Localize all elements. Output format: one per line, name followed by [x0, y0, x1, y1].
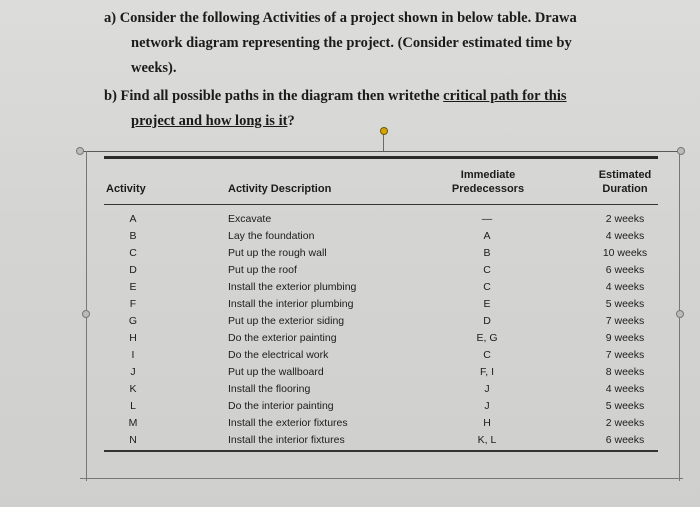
- cell-duration: 2 weeks: [605, 213, 645, 225]
- cell-activity: L: [130, 400, 136, 412]
- cell-description: Install the flooring: [228, 383, 311, 395]
- cell-activity: M: [128, 417, 138, 429]
- cell-duration: 7 weeks: [605, 315, 645, 327]
- cell-description: Excavate: [228, 213, 272, 225]
- cell-activity: A: [129, 213, 137, 225]
- table-row: [0, 398, 700, 414]
- header-duration-line-1: Estimated: [598, 169, 652, 181]
- cell-activity: C: [129, 247, 137, 259]
- header-duration-line-2: Duration: [602, 183, 648, 195]
- cell-description: Install the exterior plumbing: [228, 281, 357, 293]
- header-activity: Activity: [106, 183, 146, 195]
- question-a-line-3: weeks).: [131, 60, 177, 76]
- header-duration: [582, 168, 668, 196]
- cell-activity: D: [129, 264, 137, 276]
- question-a-line-1: a) Consider the following Activities of a project shown in below table. Drawa: [104, 10, 577, 26]
- table-row: [0, 432, 700, 448]
- cell-predecessors: E, G: [476, 332, 498, 344]
- header-predecessors-line-1: Immediate: [460, 169, 516, 181]
- table-row: [0, 211, 700, 227]
- cell-duration: 9 weeks: [605, 332, 645, 344]
- cell-duration: 8 weeks: [605, 366, 645, 378]
- cell-description: Put up the exterior siding: [228, 315, 345, 327]
- question-b-critical-path: critical path for this: [443, 88, 567, 104]
- cell-predecessors: C: [483, 264, 491, 276]
- header-rule: [104, 204, 658, 205]
- cell-description: Do the exterior painting: [228, 332, 337, 344]
- cell-predecessors: H: [483, 417, 491, 429]
- header-predecessors-line-2: Predecessors: [451, 183, 525, 195]
- frame-handle-top: [380, 127, 388, 135]
- table-row: [0, 415, 700, 431]
- cell-duration: 2 weeks: [605, 417, 645, 429]
- table-top-rule: [104, 156, 658, 159]
- table-frame-top: [80, 151, 683, 152]
- cell-predecessors: B: [483, 247, 491, 259]
- cell-activity: H: [129, 332, 137, 344]
- cell-predecessors: J: [484, 400, 490, 412]
- cell-duration: 6 weeks: [605, 434, 645, 446]
- frame-corner-tr: [677, 147, 685, 155]
- header-predecessors: [440, 168, 536, 196]
- cell-predecessors: J: [484, 383, 490, 395]
- cell-description: Do the electrical work: [228, 349, 329, 361]
- table-frame-bottom: [80, 478, 683, 479]
- table-row: [0, 296, 700, 312]
- cell-activity: K: [129, 383, 137, 395]
- question-b-suffix: ?: [287, 113, 295, 129]
- cell-description: Put up the roof: [228, 264, 297, 276]
- cell-description: Put up the wallboard: [228, 366, 324, 378]
- cell-duration: 4 weeks: [605, 230, 645, 242]
- cell-activity: G: [128, 315, 138, 327]
- cell-activity: N: [129, 434, 137, 446]
- cell-description: Install the interior plumbing: [228, 298, 354, 310]
- table-row: [0, 262, 700, 278]
- question-b-prefix: b) Find all possible paths in the diagram then writethe: [104, 88, 444, 104]
- cell-predecessors: E: [483, 298, 491, 310]
- cell-activity: J: [130, 366, 136, 378]
- cell-activity: I: [131, 349, 135, 361]
- cell-description: Lay the foundation: [228, 230, 315, 242]
- cell-duration: 4 weeks: [605, 281, 645, 293]
- table-row: [0, 228, 700, 244]
- table-row: [0, 313, 700, 329]
- cell-predecessors: K, L: [477, 434, 497, 446]
- cell-duration: 10 weeks: [602, 247, 648, 259]
- table-row: [0, 381, 700, 397]
- table-row: [0, 330, 700, 346]
- table-row: [0, 279, 700, 295]
- cell-description: Do the interior painting: [228, 400, 334, 412]
- cell-description: Install the interior fixtures: [228, 434, 345, 446]
- cell-description: Install the exterior fixtures: [228, 417, 348, 429]
- question-b-line-1: [104, 86, 567, 107]
- question-b-how-long: project and how long is it: [131, 113, 288, 129]
- table-row: [0, 245, 700, 261]
- table-end-rule: [104, 450, 658, 452]
- cell-activity: E: [129, 281, 137, 293]
- header-description: Activity Description: [228, 183, 332, 195]
- table-row: [0, 347, 700, 363]
- cell-duration: 7 weeks: [605, 349, 645, 361]
- frame-corner-tl: [76, 147, 84, 155]
- cell-predecessors: A: [483, 230, 491, 242]
- cell-duration: 5 weeks: [605, 400, 645, 412]
- cell-duration: 6 weeks: [605, 264, 645, 276]
- question-b-line-2: [131, 111, 295, 132]
- cell-duration: 5 weeks: [605, 298, 645, 310]
- question-a-line-2: network diagram representing the project. (Consider estimated time by: [131, 35, 572, 51]
- cell-activity: B: [129, 230, 137, 242]
- cell-predecessors: F, I: [479, 366, 494, 378]
- cell-description: Put up the rough wall: [228, 247, 327, 259]
- table-row: [0, 364, 700, 380]
- cell-activity: F: [129, 298, 137, 310]
- cell-predecessors: C: [483, 349, 491, 361]
- cell-predecessors: C: [483, 281, 491, 293]
- cell-predecessors: —: [481, 213, 493, 225]
- cell-duration: 4 weeks: [605, 383, 645, 395]
- cell-predecessors: D: [483, 315, 491, 327]
